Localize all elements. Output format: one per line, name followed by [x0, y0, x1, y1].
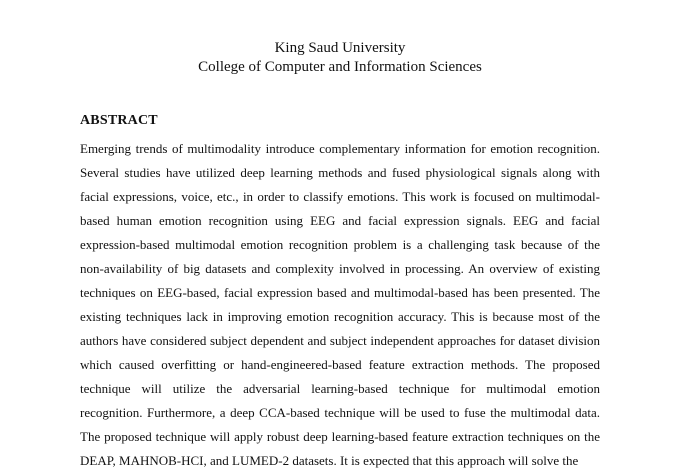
- college-name: College of Computer and Information Sciences: [198, 59, 482, 75]
- abstract-line: non-availability of big datasets and complexity involved in processing. An overview of existing: [80, 261, 600, 276]
- abstract-line: The proposed technique will apply robust deep learning-based feature extraction techniques on the: [80, 429, 600, 444]
- abstract-line: techniques on EEG-based, facial expression based and multimodal-based has been presented. The: [80, 285, 600, 300]
- document-header: [0, 39, 680, 77]
- abstract-line: DEAP, MAHNOB-HCI, and LUMED-2 datasets. It is expected that this approach will solve the: [80, 453, 579, 468]
- abstract-line: facial expressions, voice, etc., in order to classify emotions. This work is focused on multimodal-: [80, 189, 600, 204]
- abstract-line: which caused overfitting or hand-engineered-based feature extraction methods. The proposed: [80, 357, 600, 372]
- abstract-line: Emerging trends of multimodality introduce complementary information for emotion recognition.: [80, 141, 600, 156]
- abstract-line: Several studies have utilized deep learning methods and fused physiological signals along with: [80, 165, 600, 180]
- university-name: King Saud University: [274, 40, 406, 56]
- abstract-line: existing techniques lack in improving emotion recognition accuracy. This is because most of the: [80, 309, 600, 324]
- abstract-line: based human emotion recognition using EEG and facial expression signals. EEG and facial: [80, 213, 600, 228]
- abstract-body: [80, 137, 600, 473]
- abstract-line: expression-based multimodal emotion recognition problem is a challenging task because of the: [80, 237, 600, 252]
- abstract-heading: ABSTRACT: [80, 113, 158, 128]
- abstract-line: authors have considered subject dependent and subject independent approaches for dataset division: [80, 333, 600, 348]
- abstract-line: technique will utilize the adversarial learning-based technique for multimodal emotion: [80, 381, 600, 396]
- abstract-line: recognition. Furthermore, a deep CCA-based technique will be used to fuse the multimodal data.: [80, 405, 600, 420]
